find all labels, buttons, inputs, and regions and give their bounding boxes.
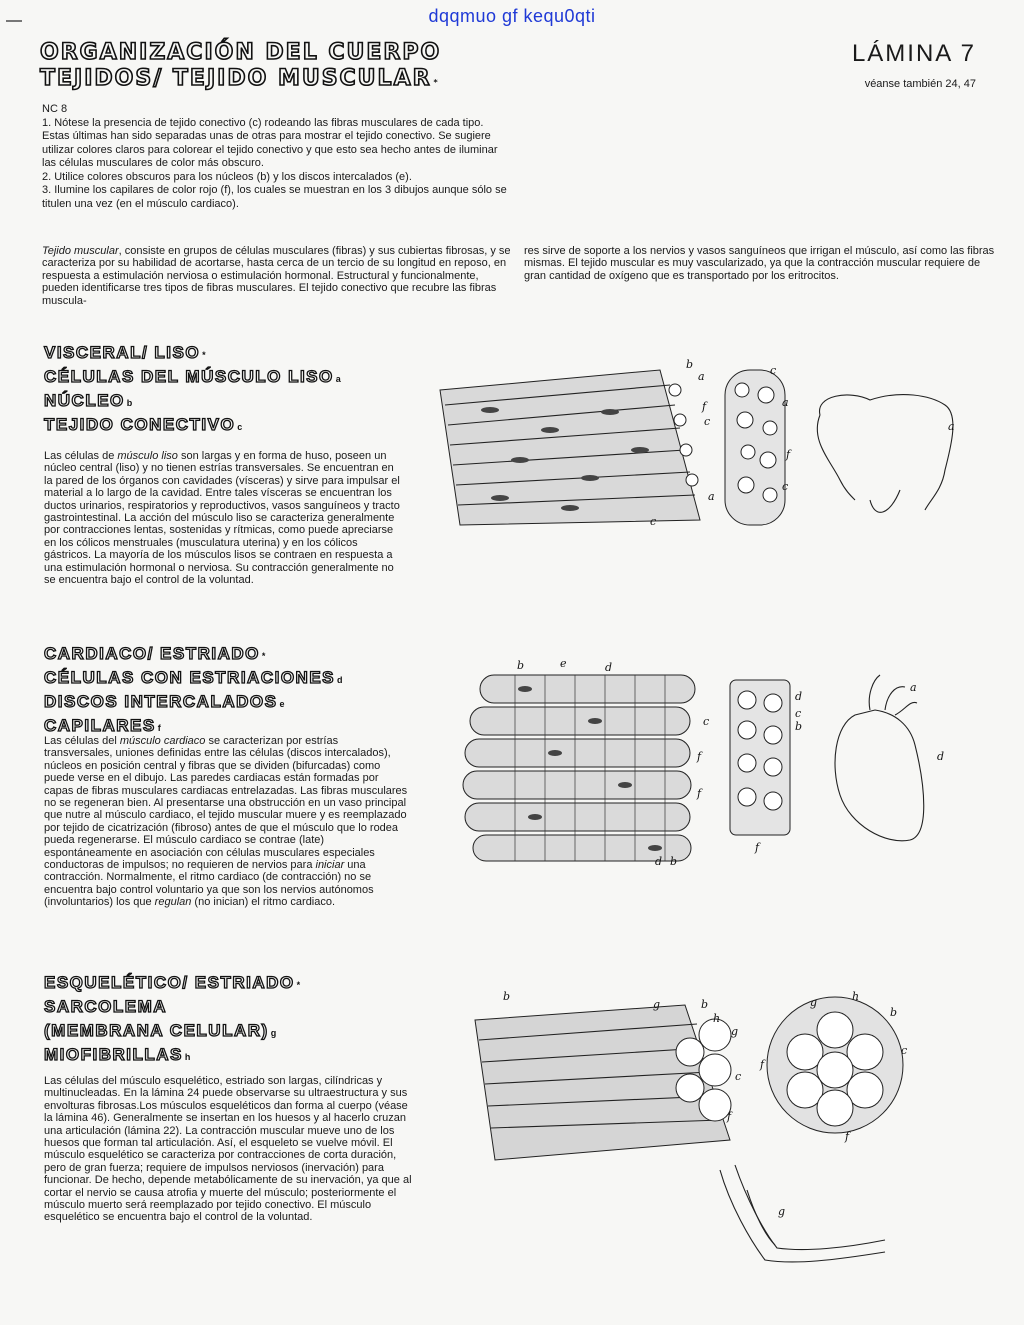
skeletal-cross-section — [767, 997, 903, 1133]
top-banner: dqqmuo gf kequ0qti — [428, 6, 596, 26]
smooth-muscle-block — [440, 370, 700, 525]
skeletal-label-f: f — [727, 1110, 732, 1123]
smooth-muscle-illustration — [430, 350, 1010, 540]
smooth-heading-3: NÚCLEO b — [44, 391, 134, 410]
cardiac-xs-label-f: f — [755, 841, 760, 854]
intro-text-2: res sirve de soporte a los nervios y vasos sanguíneos que irrigan el músculo, así como las fibras mismas. El tejido muscular es muy vascularizado, ya que la contracción muscular requiere de gran cantidad de oxígeno que es transportado por los eritrocitos. — [524, 245, 995, 282]
intestine-outline — [817, 395, 953, 513]
skeletal-label-g2: g — [731, 1025, 739, 1038]
skeletal-section-headings — [44, 972, 302, 1068]
arm-outline — [720, 1165, 885, 1262]
xs-label-h: h — [852, 990, 860, 1003]
plate-number: LÁMINA 7 — [851, 40, 976, 67]
cross-label-c: c — [770, 364, 777, 377]
skeletal-heading-4: MIOFIBRILLAS h — [44, 1045, 192, 1064]
cardiac-paragraph: Las células del músculo cardiaco se caracterizan por estrías transversales, uniones definidas entre las células (discos intercalados), núcleos en posición central y fibras que se dividen (bifurcadas) como puede verse en el dibujo. Las paredes cardiacas están formadas por capas de fibras musculares cardiacas entrelazadas. Las fibras musculares no se regeneran bien. Al presentarse una obstrucción en un vaso principal que nutre al músculo cardiaco, el tejido muscular muere y es reemplazado por tejido de cicatrización (fibroso) antes de que el músculo que lo rodea pueda regenerarse. El músculo cardiaco se contrae (late) espontáneamente en asociación con células musculares especiales conductoras de impulsos; no requieren de nervios para iniciar una contracción. Normalmente, el ritmo cardiaco (de contracción) no se encuentra bajo control voluntario ya que son los nervios autónomos (involuntarios) los que regulan (no inician) el ritmo cardiaco. — [44, 735, 408, 909]
skeletal-heading-2: SARCOLEMA — [44, 997, 168, 1016]
skeletal-heading-3: (MEMBRANA CELULAR) g — [44, 1021, 278, 1040]
cardiac-label-e: e — [560, 657, 567, 670]
cardiac-label-b: b — [517, 659, 525, 672]
cross-label-c2: c — [782, 480, 789, 493]
cardiac-xs-label-b: b — [795, 720, 803, 733]
note-1: 1. Nótese la presencia de tejido conectivo (c) rodeando las fibras musculares de cada tipo. Estas últimas han sido separadas unas de otras para mostrar el tejido conectivo. Se sugiere utilizar colores claros para colorear el tejido conectivo y que esto sea hecho antes de iluminar las células musculares de color más obscuro. — [42, 116, 498, 169]
cardiac-xs-label-c: c — [795, 707, 802, 720]
smooth-heading-2: CÉLULAS DEL MÚSCULO LISO a — [44, 367, 343, 386]
smooth-paragraph: Las células de músculo liso son largas y en forma de huso, poseen un núcleo central (liso) y no tienen estrías transversales. Se encuentran en la pared de los órganos con cavidades (vísceras) y sirve para impulsar el material a lo largo de la cavidad. Entre tales vísceras se encuentran los ductos urinarios, respiratorios y reproductivos, vasos sanguíneos y tracto gastrointestinal. La acción del músculo liso se caracteriza generalmente por contracciones lentas, sostenidas y rítmicas, como puede apreciarse en los cólicos menstruales (musculatura uterina) y en los cólicos gástricos. La mayoría de los músculos lisos se contraen en respuesta a una estimulación hormonal o nerviosa. Su contracción generalmente no se encuentra bajo el control de la voluntad. — [44, 450, 400, 587]
smooth-heading-1: VISCERAL/ LISO * — [44, 343, 208, 362]
cardiac-label-d: d — [605, 661, 613, 674]
smooth-label-c: c — [704, 415, 711, 428]
smooth-muscle-cross-section — [725, 370, 785, 525]
notes-code: NC 8 — [42, 103, 68, 115]
cardiac-heading-3: DISCOS INTERCALADOS e — [44, 692, 286, 711]
cardiac-label-b2: b — [670, 855, 678, 868]
cardiac-cross-section — [730, 680, 790, 835]
xs-label-c: c — [901, 1044, 908, 1057]
cardiac-heading-1: CARDIACO/ ESTRIADO * — [44, 644, 267, 663]
intro-column-2 — [524, 245, 1002, 282]
xs-label-f2: f — [845, 1130, 850, 1143]
heart-outline — [835, 675, 924, 841]
page-title-line1: ORGANIZACIÓN DEL CUERPO — [40, 40, 442, 65]
heart-label-a: a — [910, 681, 917, 694]
smooth-label-f: f — [702, 400, 707, 413]
skeletal-muscle-illustration — [465, 990, 915, 1295]
cardiac-section-headings — [44, 643, 344, 739]
skeletal-label-b: b — [503, 990, 511, 1003]
note-2: 2. Utilice colores obscuros para los núcleos (b) y los discos intercalados (e). — [42, 170, 412, 183]
intro-term: Tejido muscular — [42, 245, 119, 257]
cardiac-muscle-fibers — [463, 675, 695, 861]
block-label-c2: c — [650, 515, 657, 528]
xs-label-f: f — [760, 1058, 765, 1071]
skeletal-heading-1: ESQUELÉTICO/ ESTRIADO * — [44, 973, 302, 992]
cardiac-heading-2: CÉLULAS CON ESTRIACIONES d — [44, 668, 345, 687]
page-title-line2: TEJIDOS/ TEJIDO MUSCULAR * — [40, 66, 440, 91]
intro-column-1 — [42, 245, 512, 307]
note-3: 3. Ilumine los capilares de color rojo (f), los cuales se muestran en los 3 dibujos aunque sólo se titulen una vez (en el músculo cardiaco). — [42, 184, 507, 210]
cross-label-f: f — [786, 448, 791, 461]
smooth-section-headings — [44, 342, 342, 438]
cardiac-label-c: c — [703, 715, 710, 728]
smooth-label-b: b — [686, 358, 694, 371]
intestine-label-a: a — [948, 420, 955, 433]
see-also-reference: véanse también 24, 47 — [864, 78, 976, 90]
xs-label-b: b — [890, 1006, 898, 1019]
heart-label-d: d — [937, 750, 945, 763]
cardiac-label-f2: f — [697, 787, 702, 800]
block-label-a2: a — [708, 490, 715, 503]
cardiac-heading-4: CAPILARES f — [44, 716, 163, 735]
coloring-notes — [42, 103, 508, 211]
cardiac-xs-label-d: d — [795, 690, 803, 703]
skeletal-label-g: g — [653, 998, 661, 1011]
skeletal-muscle-block — [475, 1005, 731, 1160]
cardiac-label-d2: d — [655, 855, 663, 868]
cross-label-a: a — [782, 396, 789, 409]
skeletal-label-c: c — [735, 1070, 742, 1083]
smooth-label-a: a — [698, 370, 705, 383]
smooth-heading-4: TEJIDO CONECTIVO c — [44, 415, 244, 434]
intro-text-1: , consiste en grupos de células musculares (fibras) y sus cubiertas fibrosas, y se caracteriza por su habilidad de acortarse, hasta cerca de un tercio de su longitud en reposo, en respuesta a estimulación nerviosa o estimulación hormonal. Estructural y funcionalmente, pueden identificarse tres tipos de fibras musculares. El tejido conectivo que recubre las fibras muscula- — [42, 245, 511, 307]
skeletal-label-h: h — [713, 1012, 721, 1025]
xs-label-g: g — [810, 996, 818, 1009]
arm-label-g: g — [778, 1205, 786, 1218]
skeletal-paragraph: Las células del músculo esquelético, estriado son largas, cilíndricas y multinucleadas. En la lámina 24 puede observarse su ultraestructura y sus envolturas fibrosas.Los músculos esqueléticos dan forma al cuerpo (véase la lámina 46). Generalmente se insertan en los huesos y al hacerlo cruzan una articulación (lámina 22). La contracción muscular mueve uno de los huesos que forman tal articulación. Así, el esqueleto se vuelve móvil. El músculo esquelético se caracteriza por contracciones de corta duración, pero de gran fuerza; requiere de impulsos nerviosos (inervación) para funcionar. De hecho, depende metabólicamente de su inervación, ya que al cortar el nervio se causa atrofia y muerte del músculo; posteriormente el músculo muerto será reemplazado por tejido conectivo. El músculo esquelético se encuentra bajo el control de la voluntad. — [44, 1075, 412, 1224]
skeletal-label-b2: b — [701, 998, 709, 1011]
cardiac-label-f: f — [697, 750, 702, 763]
cardiac-muscle-illustration — [455, 655, 975, 870]
